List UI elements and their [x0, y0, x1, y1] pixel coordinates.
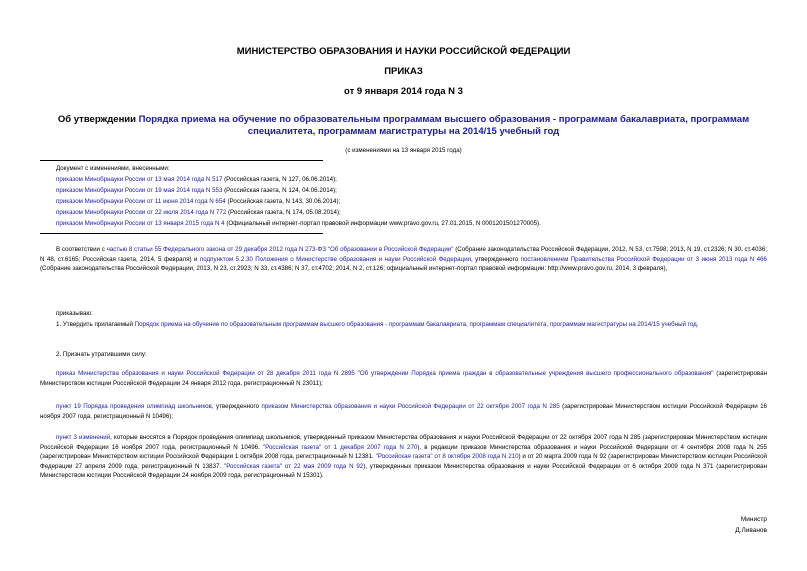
repeal-1-link[interactable]: приказ Министерства образования и науки Российской Федерации от 28 декабря 2011 года N 2895 "Об утверждении Порядка приема граждан в образовательные учреждения высшего профессионального образования"	[56, 370, 714, 377]
basis-text: В соответствии с	[56, 246, 107, 253]
basis-resolution-link[interactable]: постановлением Правительства Российской Федерации от 3 июня 2013 года N 466	[520, 255, 767, 263]
repeal-2-link[interactable]: пункт 19 Порядка проведения олимпиад школьников	[56, 403, 212, 410]
signature-position: Министр	[740, 516, 767, 523]
changes-note: (с изменениями на 13 января 2015 года)	[345, 147, 462, 154]
history-item	[56, 219, 541, 228]
basis-text: (Собрание законодательства Российской Федерации, 2012, N 53, ст.7598; 2013, N 19, ст.2326; N 30, ст.4036; N 48, ст.6165; Российская газета, 2014, 5 февраля) и	[40, 246, 768, 263]
repeal-1-text: (зарегистрирован Министерством юстиции Российской Федерации 24 января 2012 года, регистрационный N 23011);	[40, 370, 767, 387]
basis-text: , утвержденного	[471, 255, 521, 263]
repeal-3-text: ), в редакции приказов Министерства образования и науки Российской Федерации от 4 сентября 2008 года N 255 (зарегистрирован Министерством юстиции Российской Федерации 1 октября 2008 года, регистрационный N 12381.	[40, 443, 767, 460]
repeal-1	[40, 369, 767, 388]
gazette-link[interactable]: "Российская газета" от 1 декабря 2007 года N 270	[262, 443, 418, 451]
history-link[interactable]: приказом Минобрнауки России от 13 мая 2014 года N 517	[56, 176, 223, 183]
title-prefix: Об утверждении	[57, 114, 139, 125]
divider-top	[40, 160, 323, 161]
repeal-2-order-link[interactable]: приказом Министерства образования и науки Российской Федерации от 22 октября 2007 года N 285	[261, 403, 560, 410]
ministry-heading: МИНИСТЕРСТВО ОБРАЗОВАНИЯ И НАУКИ РОССИЙСКОЙ ФЕДЕРАЦИИ	[236, 46, 571, 57]
history-text: (Российская газета, N 127, 06.06.2014);	[222, 176, 337, 183]
repeal-3-text: ), утвержденных приказом Министерства образования и науки Российской Федерации от 6 октября 2009 года N 371 (зарегистрирован Министерством юстиции Российской Федерации 24 ноября 2009 года, регистрационный N 15301).	[40, 462, 767, 479]
gazette-link[interactable]: "Российская газета" от 8 октября 2008 года N 210	[375, 453, 519, 460]
repeal-3-text: ) и от 20 марта 2009 года N 92 (зарегистрирован Министерством юстиции Российской Федерации 27 апреля 2009 года, регистрационный N 13837.	[40, 453, 767, 470]
history-item	[56, 208, 341, 217]
history-link[interactable]: приказом Минобрнауки России от 19 мая 2014 года N 553	[56, 187, 223, 194]
item-1-text: .	[696, 321, 699, 328]
history-link[interactable]: приказом Минобрнауки России от 13 января 2015 года N 4	[56, 220, 225, 227]
history-heading: Документ с изменениями, внесенными:	[56, 165, 170, 172]
history-item	[56, 175, 337, 184]
history-text: (Российская газета, N 174, 05.08.2014);	[226, 209, 341, 216]
item-1	[40, 320, 767, 330]
basis-law-link[interactable]: частью 8 статьи 55 Федерального закона от 29 декабря 2012 года N 273-ФЗ "Об образовании в Российской Федерации"	[106, 246, 454, 253]
divider-bottom	[40, 233, 323, 234]
repeal-2-text: (зарегистрирован Министерством юстиции Российской Федерации 16 ноября 2007 года, регистрационный N 10496);	[40, 403, 767, 420]
doc-type-heading: ПРИКАЗ	[384, 66, 423, 77]
history-text: (Российская газета, N 143, 30.06.2014);	[225, 198, 341, 205]
title-link[interactable]: Порядка приема на обучение по образовательным программам высшего образования - программам бакалавриата, программам специалитета, программам магистратуры на 2014/15 учебный год	[138, 114, 750, 137]
item-1-text: 1. Утвердить прилагаемый	[56, 321, 135, 328]
repeal-2-text: , утвержденного	[211, 403, 262, 410]
history-item	[56, 186, 337, 195]
procedure-link[interactable]: Порядок приема на обучение по образовательным программам высшего образования - программам бакалавриата, программам специалитета, программам магистратуры на 2014/15 учебный год	[134, 321, 697, 328]
signature-name: Д.Ливанов	[735, 527, 767, 534]
repeal-3-link[interactable]: пункт 3 изменений	[56, 434, 111, 441]
history-item	[56, 197, 340, 206]
document-title	[40, 114, 767, 138]
basis-regulation-link[interactable]: подпунктом 5.2.30 Положения о Министерстве образования и науки Российской Федерации	[199, 255, 471, 263]
basis-paragraph	[40, 245, 767, 274]
repeal-3	[40, 433, 767, 481]
history-text: (Российская газета, N 124, 04.06.2014);	[222, 187, 337, 194]
repeal-2	[40, 402, 767, 421]
gazette-link[interactable]: "Российская газета" от 22 мая 2009 года N 92	[224, 462, 364, 470]
basis-text: (Собрание законодательства Российской Федерации, 2013, N 23, ст.2923; N 33, ст.4386; N 37, ст.4702; 2014, N 2, ст.126; официальный интернет-портал правовой информации: http://www.pravo.gov.ru, 2014, 3 февраля),	[40, 265, 668, 272]
history-text: (Официальный интернет-портал правовой информации www.pravo.gov.ru, 27.01.2015, N 0001201501270005).	[224, 220, 541, 227]
history-link[interactable]: приказом Минобрнауки России от 22 июля 2014 года N 772	[56, 209, 227, 216]
history-link[interactable]: приказом Минобрнауки России от 11 июня 2014 года N 654	[56, 198, 226, 205]
item-2-heading: 2. Признать утратившими силу:	[56, 351, 147, 358]
repeal-3-text: , которые вносятся в Порядок проведения олимпиад школьников, утвержденный приказом Министерства образования и науки Российской Федерации от 22 октября 2007 года N 285 (зарегистрирован Министерством юстиции Российской Федерации 16 ноября 2007 года, регистрационный N 10496.	[40, 434, 767, 451]
order-word: приказываю:	[56, 310, 93, 317]
doc-date-number: от 9 января 2014 года N 3	[344, 86, 463, 97]
